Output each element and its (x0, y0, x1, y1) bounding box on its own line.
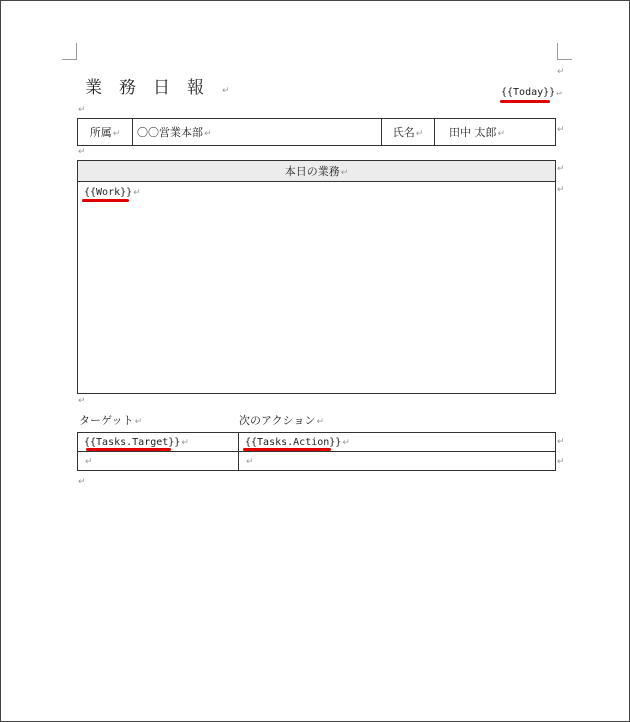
today-underline (500, 100, 550, 103)
name-value-cell[interactable]: 田中 太郎↵ (435, 119, 556, 146)
margin-corner-top-left (62, 43, 77, 60)
work-underline (82, 199, 129, 202)
dept-value-cell[interactable]: 〇〇営業本部↵ (133, 119, 382, 146)
info-table (77, 118, 556, 146)
document-title: 業務日報↵ (85, 78, 230, 98)
target-field-cell[interactable]: {{Tasks.Target}}↵ (78, 433, 239, 452)
paragraph-mark: ↵ (78, 147, 86, 157)
paragraph-mark: ↵ (557, 164, 565, 174)
action-label: 次のアクション↵ (239, 414, 324, 427)
margin-corner-top-right (557, 43, 572, 60)
work-table (77, 160, 556, 394)
today-field[interactable]: {{Today}}↵ (501, 87, 562, 98)
dept-label-cell: 所属↵ (78, 119, 133, 146)
target-underline (86, 448, 171, 451)
table-row (78, 452, 556, 471)
paragraph-mark: ↵ (78, 105, 86, 115)
paragraph-mark: ↵ (78, 396, 86, 406)
action-field-cell[interactable]: {{Tasks.Action}}↵ (239, 433, 556, 452)
paragraph-mark: ↵ (557, 67, 565, 77)
action-underline (243, 448, 331, 451)
paragraph-mark: ↵ (557, 437, 565, 447)
empty-cell[interactable]: ↵ (239, 452, 556, 471)
work-header-cell: 本日の業務↵ (78, 161, 556, 182)
paragraph-mark: ↵ (557, 125, 565, 135)
paragraph-mark: ↵ (78, 477, 86, 487)
paragraph-mark: ↵ (557, 457, 565, 467)
work-field[interactable]: {{Work}} (84, 187, 133, 198)
work-body-cell[interactable]: {{Work}}↵ (78, 182, 556, 394)
tasks-table (77, 432, 556, 471)
paragraph-mark: ↵ (557, 185, 565, 195)
name-label-cell: 氏名↵ (382, 119, 435, 146)
target-label: ターゲット↵ (79, 414, 143, 427)
empty-cell[interactable]: ↵ (78, 452, 239, 471)
